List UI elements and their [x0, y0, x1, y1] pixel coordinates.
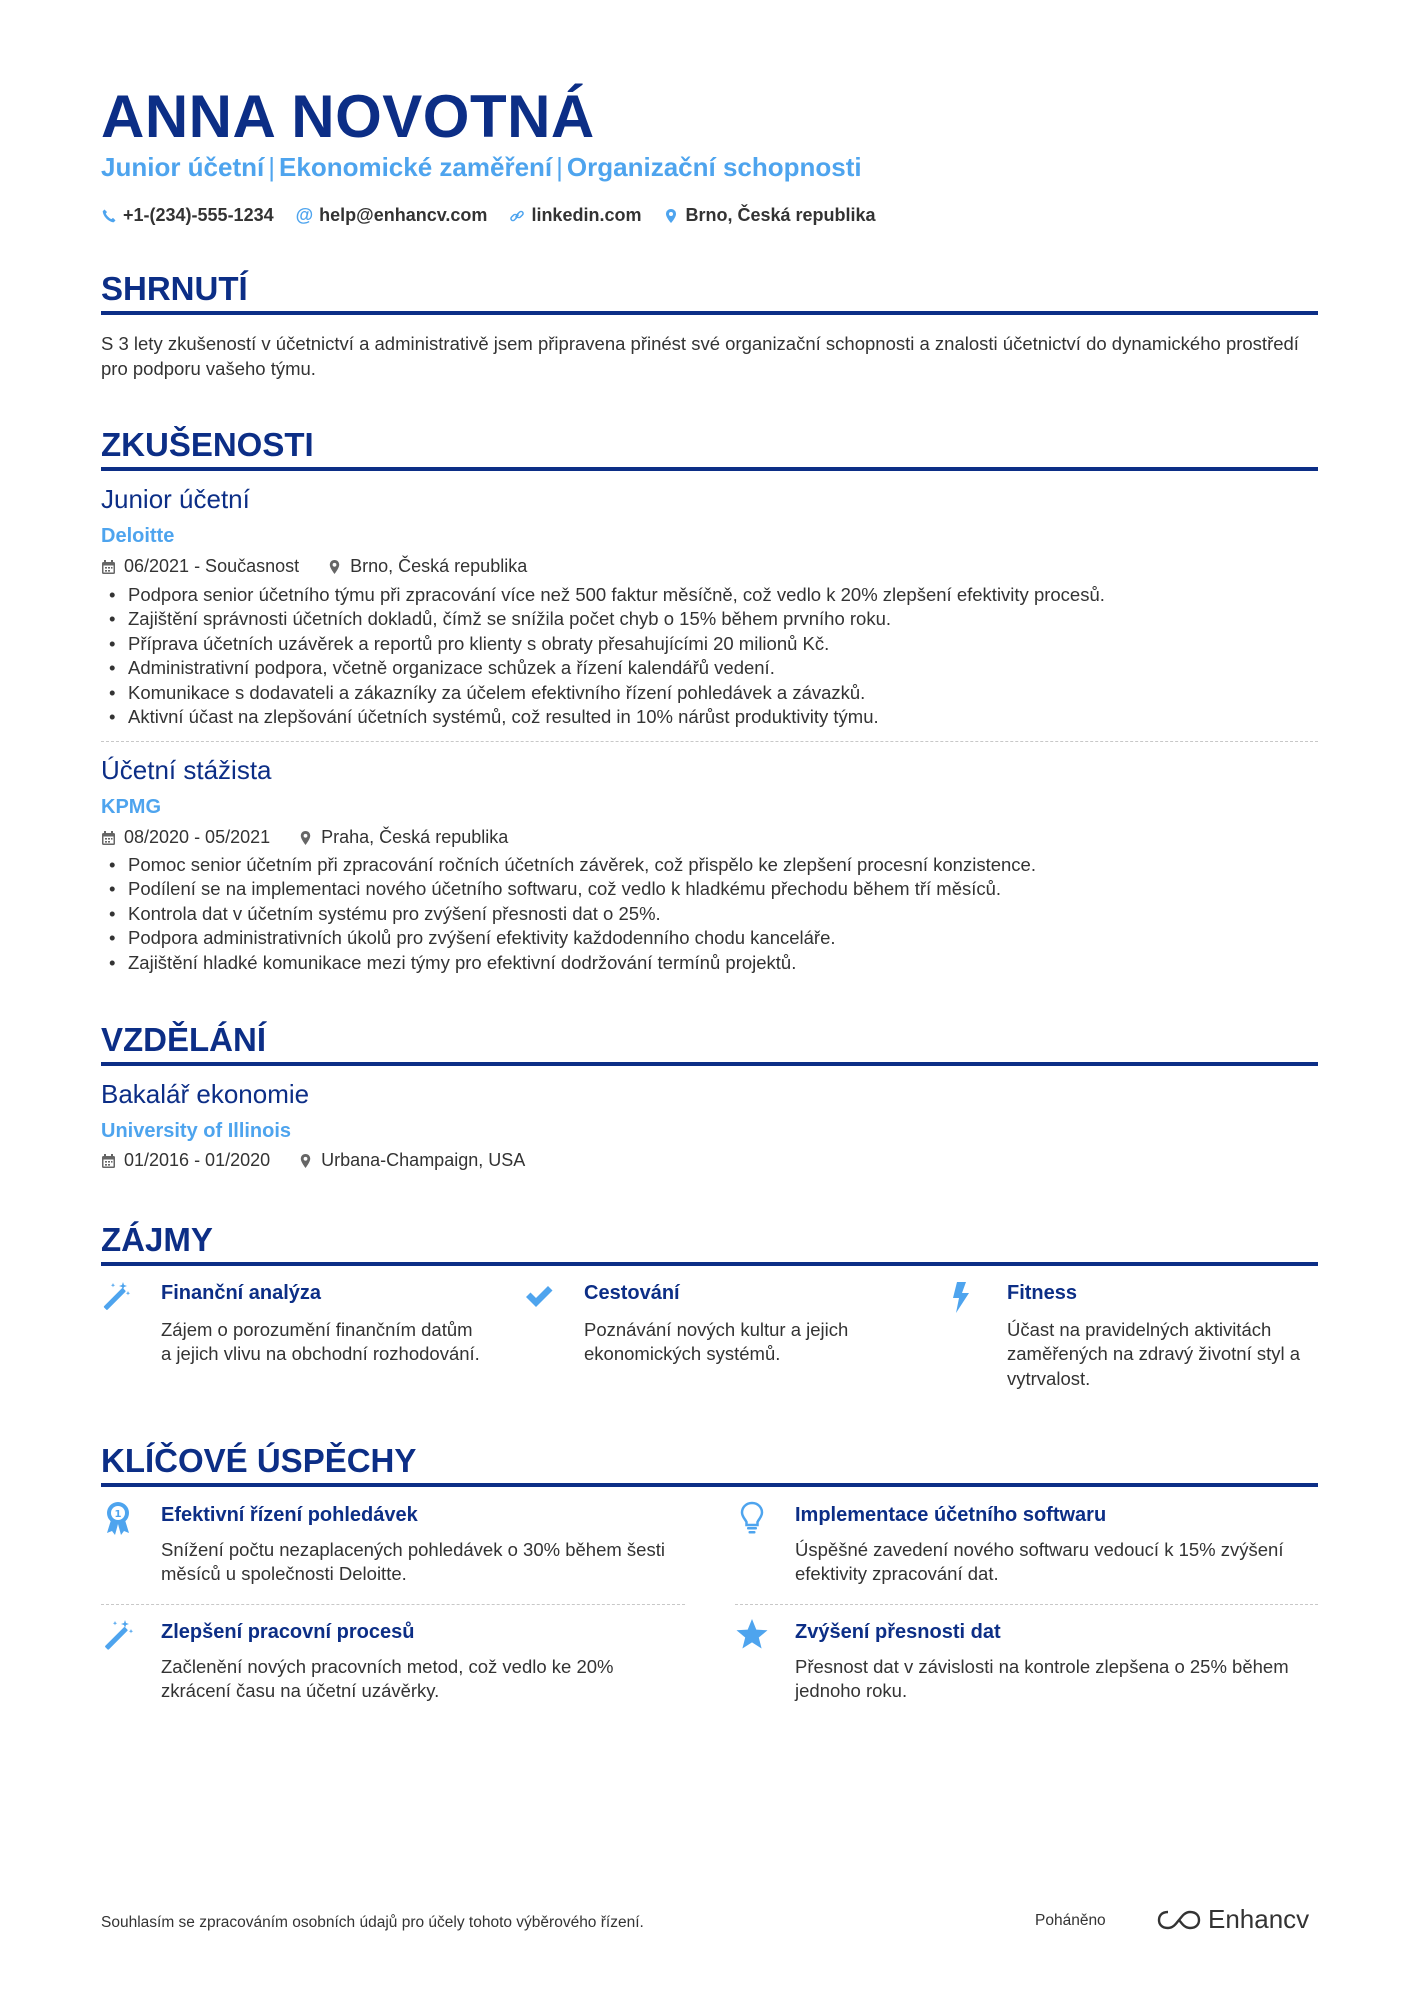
interest-desc: Účast na pravidelných aktivitách zaměřených na zdravý životní styl a vytrvalost.: [1007, 1319, 1301, 1389]
enhancv-logo-icon: [1156, 1908, 1202, 1932]
calendar-icon: [101, 1153, 116, 1169]
school-name: University of Illinois: [101, 1120, 292, 1142]
headline-item: Organizační schopnosti: [566, 152, 862, 182]
magic-wand-icon: [101, 1280, 131, 1314]
list-item: • Podílení se na implementaci nového účetního softwaru, což vedlo k hladkému přechodu během tří měsíců.: [101, 877, 1318, 901]
job-dates-text: 06/2021 - Současnost: [124, 556, 300, 576]
candidate-name: ANNA NOVOTNÁ: [101, 83, 595, 150]
lightbulb-icon: [735, 1500, 769, 1536]
interest-desc: Zájem o porozumění finančním datům a jejich vlivu na obchodní rozhodování.: [161, 1319, 480, 1365]
section-title-interests: ZÁJMY: [101, 1221, 213, 1258]
education-location-text: Urbana-Champaign, USA: [321, 1150, 526, 1170]
calendar-icon: [101, 559, 116, 575]
location-pin-icon: [327, 559, 342, 575]
list-item: • Příprava účetních uzávěrek a reportů pro klienty s obraty přesahujícími 20 milionů Kč.: [101, 632, 1318, 656]
achievement-desc: Začlenění nových pracovních metod, což vedlo ke 20% zkrácení času na účetní uzávěrky.: [161, 1656, 614, 1702]
job-meta: [101, 827, 508, 848]
achievement-title: Efektivní řízení pohledávek: [161, 1504, 418, 1526]
calendar-icon: [101, 830, 116, 846]
interest-title: Fitness: [1007, 1282, 1078, 1304]
checkmark-icon: [524, 1280, 554, 1314]
list-item: • Komunikace s dodavateli a zákazníky za účelem efektivního řízení pohledávek a závazků.: [101, 681, 1318, 705]
headline-item: Junior účetní: [101, 152, 265, 182]
list-item: • Zajištění správnosti účetních dokladů, čímž se snížila počet chyb o 15% během prvního roku.: [101, 607, 1318, 631]
list-item: • Kontrola dat v účetním systému pro zvýšení přesnosti dat o 25%.: [101, 902, 1318, 926]
enhancv-logo[interactable]: [1156, 1904, 1309, 1935]
education-dates-text: 01/2016 - 01/2020: [124, 1150, 271, 1170]
company-name: Deloitte: [101, 525, 175, 547]
contact-phone[interactable]: [101, 205, 274, 226]
headline-separator: |: [268, 152, 276, 182]
location-pin-icon: [663, 208, 679, 224]
interest-title: Finanční analýza: [161, 1282, 322, 1304]
location-pin-icon: [298, 1153, 313, 1169]
headline-item: Ekonomické zaměření: [279, 152, 553, 182]
award-ribbon-icon: [101, 1500, 135, 1536]
summary-text: S 3 lety zkušeností v účetnictví a administrativě jsem připravena přinést své organizační schopnosti a znalosti účetnictví do dynamického prostředí pro podporu vašeho týmu.: [101, 333, 1299, 379]
contact-bar: [101, 205, 876, 226]
job-divider: [101, 741, 1318, 742]
achievement-title: Implementace účetního softwaru: [795, 1504, 1107, 1526]
job-title: Junior účetní: [101, 484, 250, 514]
section-divider: [101, 1262, 1318, 1266]
section-title-achievements: KLÍČOVÉ ÚSPĚCHY: [101, 1442, 417, 1479]
lightning-icon: [947, 1280, 977, 1314]
list-item: • Pomoc senior účetním při zpracování ročních účetních závěrek, což přispělo ke zlepšení procesní konzistence.: [101, 853, 1318, 877]
interest-title: Cestování: [584, 1282, 680, 1304]
brand-name: Enhancv: [1208, 1904, 1310, 1934]
resume-page: [101, 0, 1318, 1995]
education-dates: [101, 1150, 270, 1171]
job-dates-text: 08/2020 - 05/2021: [124, 827, 271, 847]
section-divider: [101, 467, 1318, 471]
job-title: Účetní stážista: [101, 755, 272, 785]
section-divider: [101, 1062, 1318, 1066]
achievement-divider: [101, 1604, 685, 1605]
achievement-title: Zvýšení přesnosti dat: [795, 1621, 1001, 1643]
achievement-title: Zlepšení pracovní procesů: [161, 1621, 415, 1643]
list-item: • Podpora administrativních úkolů pro zvýšení efektivity každodenního chodu kanceláře.: [101, 926, 1318, 950]
location-text: Brno, Česká republika: [685, 205, 876, 225]
achievement-divider: [735, 1604, 1318, 1605]
section-title-summary: SHRNUTÍ: [101, 270, 248, 307]
section-divider: [101, 311, 1318, 315]
job-bullets: [101, 583, 1318, 729]
interest-desc: Poznávání nových kultur a jejich ekonomických systémů.: [584, 1319, 849, 1365]
education-meta: [101, 1150, 525, 1171]
linkedin-text: linkedin.com: [531, 205, 642, 225]
achievement-desc: Úspěšné zavedení nového softwaru vedoucí k 15% zvýšení efektivity zpracování dat.: [795, 1539, 1284, 1585]
powered-by-label: Poháněno: [1035, 1912, 1106, 1929]
contact-location: [663, 205, 875, 226]
contact-linkedin[interactable]: [509, 205, 641, 226]
magic-wand-icon: [101, 1617, 135, 1653]
job-location: [327, 556, 527, 577]
job-bullets: [101, 853, 1318, 975]
link-icon: [509, 208, 525, 224]
achievement-desc: Přesnost dat v závislosti na kontrole zlepšena o 25% během jednoho roku.: [795, 1656, 1289, 1702]
job-location: [298, 827, 508, 848]
education-location: [298, 1150, 525, 1171]
list-item: • Aktivní účast na zlepšování účetních systémů, což resulted in 10% nárůst produktivity týmu.: [101, 705, 1318, 729]
star-icon: [735, 1617, 769, 1653]
list-item: • Podpora senior účetního týmu při zpracování více než 500 faktur měsíčně, což vedlo k 20% zlepšení efektivity procesů.: [101, 583, 1318, 607]
svg-text:1: 1: [114, 1509, 122, 1520]
phone-text: +1-(234)-555-1234: [123, 205, 274, 225]
section-divider: [101, 1483, 1318, 1487]
achievement-desc: Snížení počtu nezaplacených pohledávek o 30% během šesti měsíců u společnosti Deloitte.: [161, 1539, 665, 1585]
degree-title: Bakalář ekonomie: [101, 1079, 310, 1109]
job-dates: [101, 556, 299, 577]
list-item: • Administrativní podpora, včetně organizace schůzek a řízení kalendářů vedení.: [101, 656, 1318, 680]
phone-icon: [101, 208, 117, 224]
headline-separator: |: [556, 152, 563, 182]
job-meta: [101, 556, 527, 577]
section-title-education: VZDĚLÁNÍ: [101, 1021, 266, 1058]
contact-email[interactable]: [296, 205, 488, 226]
consent-note: Souhlasím se zpracováním osobních údajů pro účely tohoto výběrového řízení.: [101, 1914, 644, 1931]
job-dates: [101, 827, 270, 848]
list-item: • Zajištění hladké komunikace mezi týmy pro efektivní dodržování termínů projektů.: [101, 951, 1318, 975]
section-title-experience: ZKUŠENOSTI: [101, 426, 314, 463]
company-name: KPMG: [101, 796, 161, 818]
location-pin-icon: [298, 830, 313, 846]
job-location-text: Praha, Česká republika: [321, 827, 509, 847]
headline: [101, 152, 862, 183]
at-icon: @: [295, 205, 314, 225]
job-location-text: Brno, Česká republika: [350, 556, 528, 576]
email-text: help@enhancv.com: [319, 205, 488, 225]
